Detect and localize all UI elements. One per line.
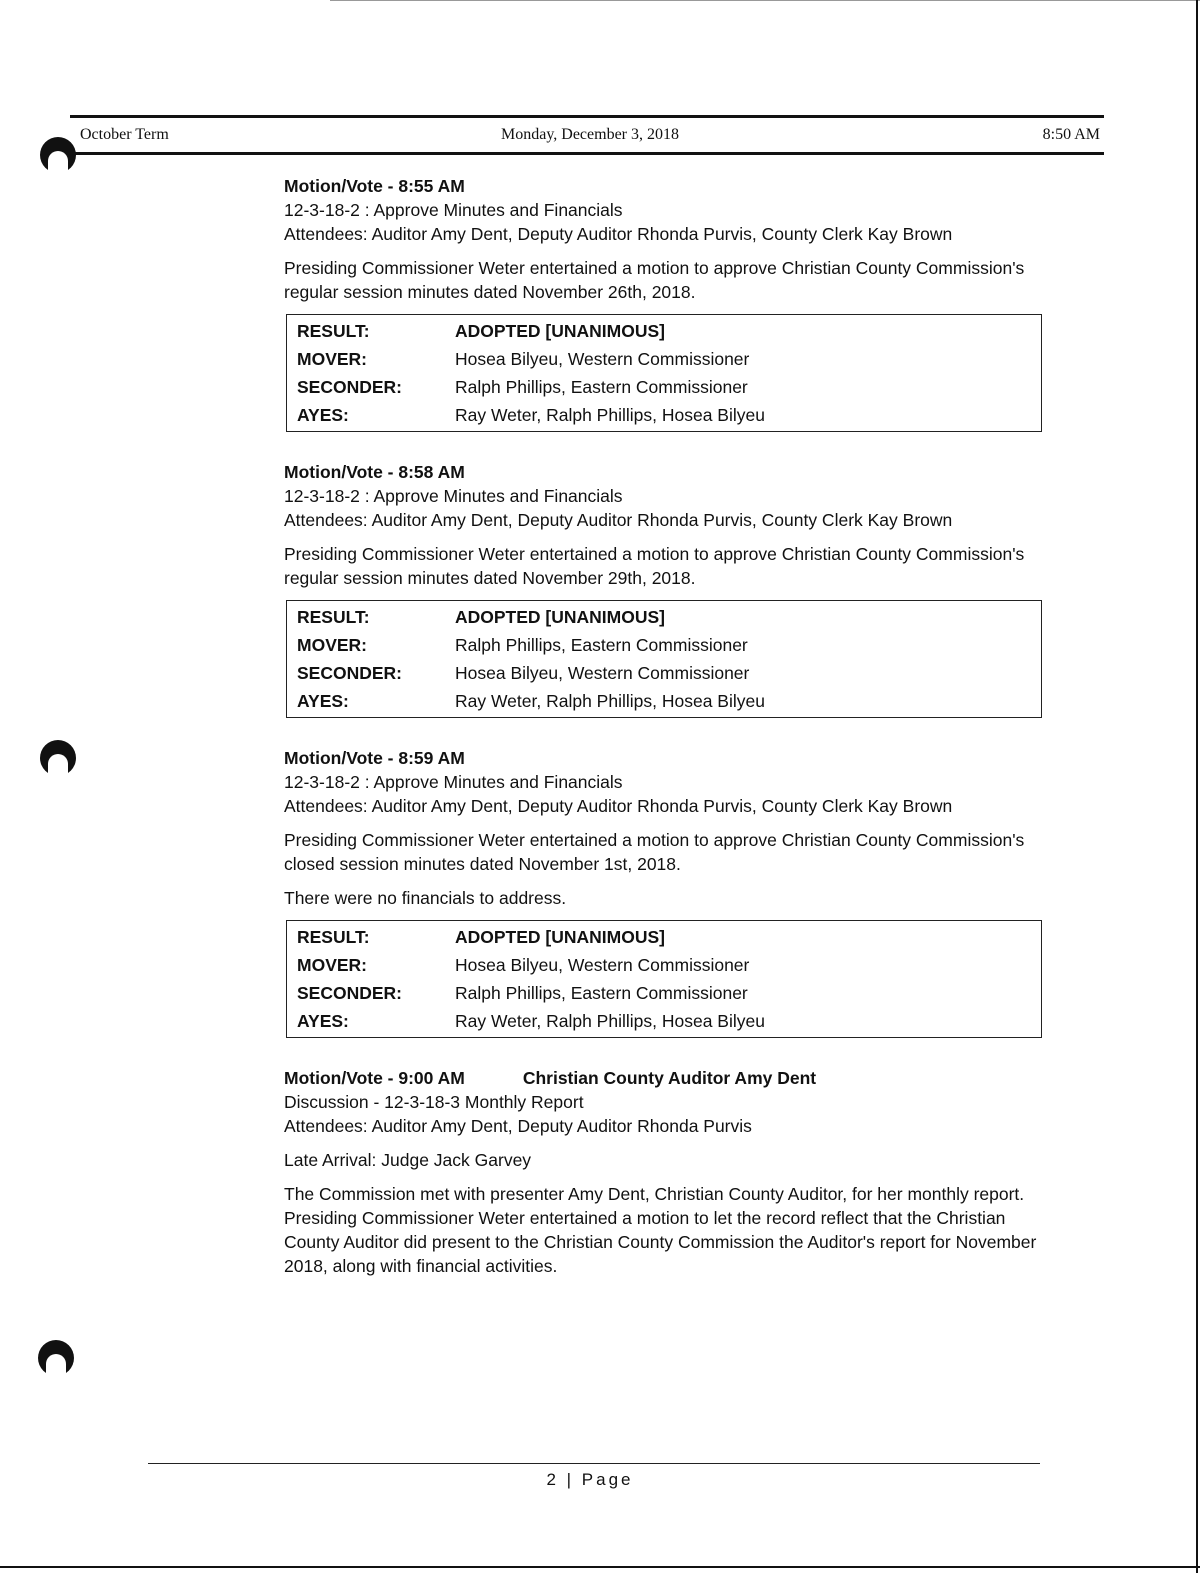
- attendees: Attendees: Auditor Amy Dent, Deputy Auditor Rhonda Purvis, County Clerk Kay Brown: [284, 224, 953, 244]
- motion-time: Motion/Vote - 9:00 AM: [284, 1068, 465, 1088]
- punch-hole: [38, 1340, 74, 1376]
- vote-box: [286, 600, 1042, 718]
- ayes-label: AYES:: [297, 1011, 349, 1031]
- result-label: RESULT:: [297, 927, 370, 947]
- ayes-value: Ray Weter, Ralph Phillips, Hosea Bilyeu: [455, 1011, 765, 1031]
- agenda-item: Discussion - 12-3-18-3 Monthly Report: [284, 1092, 584, 1112]
- seconder-value: Ralph Phillips, Eastern Commissioner: [455, 377, 748, 397]
- motion-heading: [284, 174, 1044, 198]
- result-value: ADOPTED [UNANIMOUS]: [455, 321, 665, 341]
- motion-section: [284, 174, 1044, 432]
- mover-value: Hosea Bilyeu, Western Commissioner: [455, 955, 750, 975]
- scan-right-edge: [1196, 0, 1198, 1573]
- motion-time: Motion/Vote - 8:59 AM: [284, 748, 465, 768]
- ayes-label: AYES:: [297, 405, 349, 425]
- motion-note: There were no financials to address.: [284, 888, 567, 908]
- motion-section: [284, 460, 1044, 718]
- mover-value: Ralph Phillips, Eastern Commissioner: [455, 635, 748, 655]
- seconder-label: SECONDER:: [297, 983, 403, 1003]
- motion-heading: [284, 460, 1044, 484]
- motion-time: Motion/Vote - 8:58 AM: [284, 462, 465, 482]
- mover-value: Hosea Bilyeu, Western Commissioner: [455, 349, 750, 369]
- attendees: Attendees: Auditor Amy Dent, Deputy Auditor Rhonda Purvis, County Clerk Kay Brown: [284, 510, 953, 530]
- late-arrival: Late Arrival: Judge Jack Garvey: [284, 1150, 532, 1170]
- punch-hole: [40, 740, 76, 776]
- result-label: RESULT:: [297, 321, 370, 341]
- motion-text: Presiding Commissioner Weter entertained a motion to approve Christian County Commission's regular session minutes dated November 29th, 2018.: [284, 544, 1025, 588]
- agenda-item: 12-3-18-2 : Approve Minutes and Financials: [284, 200, 623, 220]
- page-number: 2 | Page: [546, 1470, 634, 1489]
- mover-label: MOVER:: [297, 955, 367, 975]
- presenter-title: Christian County Auditor Amy Dent: [522, 1068, 817, 1088]
- scan-bottom-edge: [0, 1566, 1200, 1568]
- scan-top-edge: [330, 0, 1200, 1]
- motion-text: Presiding Commissioner Weter entertained a motion to approve Christian County Commission's regular session minutes dated November 26th, 2018.: [284, 258, 1025, 302]
- ayes-value: Ray Weter, Ralph Phillips, Hosea Bilyeu: [455, 405, 765, 425]
- vote-box: [286, 314, 1042, 432]
- mover-label: MOVER:: [297, 349, 367, 369]
- mover-label: MOVER:: [297, 635, 367, 655]
- minutes-body: [284, 174, 1044, 1306]
- header-term: October Term: [80, 126, 169, 143]
- motion-section: [284, 1066, 1044, 1278]
- agenda-item: 12-3-18-2 : Approve Minutes and Financials: [284, 486, 623, 506]
- motion-text: Presiding Commissioner Weter entertained a motion to approve Christian County Commission's closed session minutes dated November 1st, 2018.: [284, 830, 1025, 874]
- attendees: Attendees: Auditor Amy Dent, Deputy Auditor Rhonda Purvis, County Clerk Kay Brown: [284, 796, 953, 816]
- header-rule-bottom: [70, 152, 1104, 155]
- ayes-value: Ray Weter, Ralph Phillips, Hosea Bilyeu: [455, 691, 765, 711]
- motion-text: The Commission met with presenter Amy Dent, Christian County Auditor, for her monthly report. Presiding Commissioner Weter entertained a motion to let the record reflect that the Christian County Auditor did present to the Christian County Commission the Auditor's report for November 2018, along with financial activities.: [284, 1184, 1037, 1276]
- seconder-label: SECONDER:: [297, 377, 403, 397]
- motion-time: Motion/Vote - 8:55 AM: [284, 176, 465, 196]
- agenda-item: 12-3-18-2 : Approve Minutes and Financials: [284, 772, 623, 792]
- motion-section: [284, 746, 1044, 1038]
- result-value: ADOPTED [UNANIMOUS]: [455, 607, 665, 627]
- seconder-value: Hosea Bilyeu, Western Commissioner: [455, 663, 750, 683]
- motion-heading: [284, 746, 1044, 770]
- attendees: Attendees: Auditor Amy Dent, Deputy Auditor Rhonda Purvis: [284, 1116, 752, 1136]
- ayes-label: AYES:: [297, 691, 349, 711]
- motion-heading: [284, 1066, 1044, 1090]
- seconder-value: Ralph Phillips, Eastern Commissioner: [455, 983, 748, 1003]
- header-time: 8:50 AM: [1042, 126, 1100, 143]
- header-rule-top: [70, 115, 1104, 118]
- seconder-label: SECONDER:: [297, 663, 403, 683]
- vote-box: [286, 920, 1042, 1038]
- result-value: ADOPTED [UNANIMOUS]: [455, 927, 665, 947]
- result-label: RESULT:: [297, 607, 370, 627]
- footer-rule: [148, 1463, 1040, 1464]
- header-date: Monday, December 3, 2018: [500, 126, 680, 143]
